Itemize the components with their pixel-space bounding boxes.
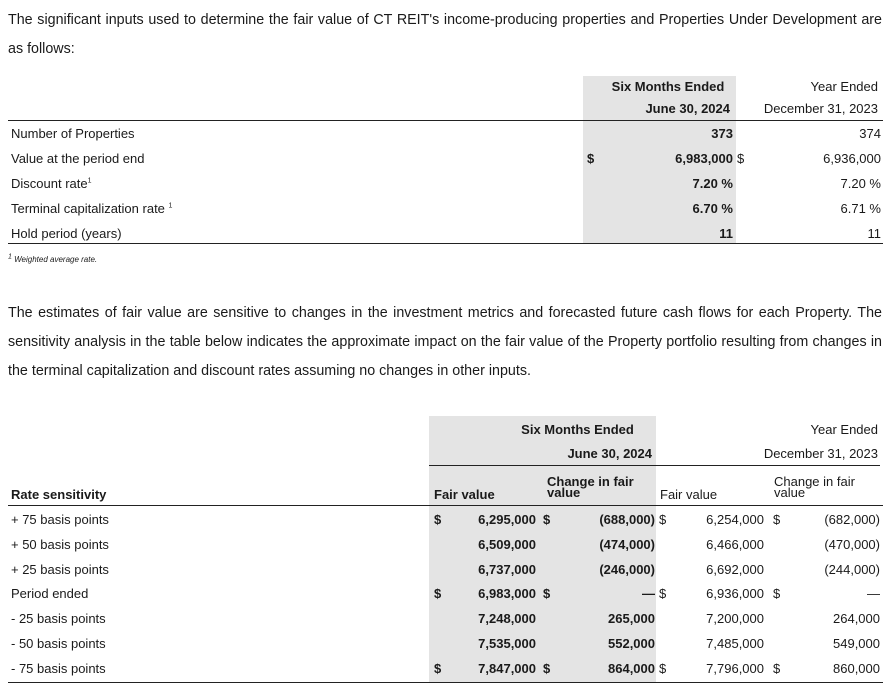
t1-col1-header-line2: June 30, 2024 [645, 101, 730, 116]
t2-cell-currency-fv: $ [434, 586, 442, 601]
t1-row-footnote-marker: 1 [168, 202, 173, 210]
t2-cell-fair-value-2023: 6,254,000 [706, 512, 764, 527]
t2-cell-change: 864,000 [608, 661, 655, 676]
t1-cell-value-2024: 11 [719, 226, 733, 241]
t2-cell-currency-change-2023: $ [773, 586, 781, 601]
t1-cell-currency-2023: $ [737, 151, 745, 166]
t2-row-label: - 50 basis points [11, 636, 106, 651]
t1-row-label [11, 226, 122, 242]
t1-cell-value-2024: 6.70 % [692, 201, 733, 216]
t2-row-label: + 25 basis points [11, 562, 109, 577]
t2-row-label: + 50 basis points [11, 537, 109, 552]
t2-cell-fair-value-2023: 6,692,000 [706, 562, 764, 577]
t1-row-label-text: Discount rate [11, 176, 88, 191]
t1-cell-value-2023: 374 [859, 126, 881, 141]
t1-col2-header-line1: Year Ended [810, 79, 878, 94]
t2-row-label: + 75 basis points [11, 512, 109, 527]
t2-cell-change-2023: 860,000 [833, 661, 880, 676]
t2-row-label: - 25 basis points [11, 611, 106, 626]
t2-cell-change: — [642, 586, 655, 601]
t2-cell-currency-change-2023: $ [773, 512, 781, 527]
t2-row-label: Period ended [11, 586, 89, 601]
t1-row-label [11, 176, 92, 192]
t2-cell-change-2023: 264,000 [833, 611, 880, 626]
t1-row-label-text: Terminal capitalization rate [11, 201, 169, 216]
t2-cell-currency-change: $ [543, 512, 551, 527]
t1-cell-currency-2024: $ [587, 151, 595, 166]
t1-row-label-text: Hold period (years) [11, 226, 122, 241]
t2-cell-fair-value-2023: 7,200,000 [706, 611, 764, 626]
col-fair-value-2023: Fair value [660, 487, 718, 502]
t2-cell-fair-value: 7,535,000 [478, 636, 536, 651]
t2-cell-currency-fv: $ [434, 661, 442, 676]
t1-footnote [8, 255, 97, 264]
t1-cell-value-2024: 373 [711, 126, 733, 141]
sensitivity-paragraph: The estimates of fair value are sensitive to changes in the investment metrics and forecasted future cash flows for each Property. The sensitivity analysis in the table below indicates the approximate impact on the fair value of the Property portfolio resulting from changes in the terminal capitalization and discount rates assuming no changes in other inputs. [8, 305, 882, 379]
t2-cell-currency-fv-2023: $ [659, 512, 667, 527]
intro-paragraph: The significant inputs used to determine the fair value of CT REIT's income-producing properties and Properties Under Development are as follows: [8, 12, 882, 57]
t2-cell-currency-fv-2023: $ [659, 586, 667, 601]
t2-cell-change-2023: (470,000) [824, 537, 880, 552]
t1-col1-header-line1: Six Months Ended [611, 79, 725, 94]
t2-cell-currency-fv: $ [434, 512, 442, 527]
t2-cell-currency-fv-2023: $ [659, 661, 667, 676]
t2-cell-currency-change: $ [543, 661, 551, 676]
t2-cell-fair-value-2023: 7,796,000 [706, 661, 764, 676]
t1-cell-value-2023: 6.71 % [840, 201, 881, 216]
t2-cell-fair-value: 6,295,000 [478, 512, 536, 527]
t2-cell-currency-change: $ [543, 586, 551, 601]
t2-cell-change-2023: (682,000) [824, 512, 880, 527]
t1-cell-value-2024: 7.20 % [692, 176, 733, 191]
t2-group1-header-line2: June 30, 2024 [567, 446, 652, 461]
t2-cell-fair-value: 6,737,000 [478, 562, 536, 577]
t2-cell-fair-value-2023: 6,466,000 [706, 537, 764, 552]
t2-cell-fair-value: 6,509,000 [478, 537, 536, 552]
footnote-marker: 1 [8, 253, 12, 261]
t2-group-rule [429, 465, 880, 466]
t1-bottom-rule [8, 243, 883, 244]
t1-cell-value-2023: 7.20 % [840, 176, 881, 191]
t1-header-rule [8, 120, 883, 121]
t1-row-label [11, 151, 144, 167]
t2-header-rule [8, 505, 883, 506]
t2-cell-change-2023: 549,000 [833, 636, 880, 651]
t2-cell-fair-value: 7,248,000 [478, 611, 536, 626]
t2-cell-change: (688,000) [599, 512, 655, 527]
t1-row-label-text: Value at the period end [11, 151, 145, 166]
t2-group2-header-line1: Year Ended [810, 422, 878, 437]
t1-cell-value-2023: 11 [867, 226, 881, 241]
t2-cell-fair-value: 6,983,000 [478, 586, 536, 601]
row-header-rate-sensitivity: Rate sensitivity [11, 487, 107, 502]
t2-cell-fair-value-2023: 7,485,000 [706, 636, 764, 651]
t2-cell-change: (474,000) [599, 537, 655, 552]
t2-cell-change-2023: (244,000) [824, 562, 880, 577]
col-change-in-fair-value-2023: Change in fair value [774, 474, 855, 500]
t2-group1-header-line1: Six Months Ended [521, 422, 634, 437]
t2-cell-change: 552,000 [608, 636, 655, 651]
footnote-text: Weighted average rate. [11, 255, 98, 264]
t1-cell-value-2023: 6,936,000 [823, 151, 881, 166]
t2-group2-header-line2: December 31, 2023 [763, 446, 878, 461]
t1-row-label [11, 126, 135, 142]
t2-cell-change-2023: — [867, 586, 880, 601]
t2-cell-fair-value: 7,847,000 [478, 661, 536, 676]
t2-cell-change: (246,000) [599, 562, 655, 577]
t1-row-label-text: Number of Properties [11, 126, 135, 141]
t1-cell-value-2024: 6,983,000 [675, 151, 733, 166]
col-change-in-fair-value: Change in fair value [547, 474, 634, 500]
col-fair-value: Fair value [434, 487, 495, 502]
t2-bottom-rule [8, 682, 883, 683]
t2-cell-change: 265,000 [608, 611, 655, 626]
t1-row-label [11, 201, 172, 217]
t2-cell-currency-change-2023: $ [773, 661, 781, 676]
t2-cell-fair-value-2023: 6,936,000 [706, 586, 764, 601]
t2-row-label: - 75 basis points [11, 661, 106, 676]
t1-col2-header-line2: December 31, 2023 [763, 101, 878, 116]
t1-row-footnote-marker: 1 [87, 177, 92, 185]
